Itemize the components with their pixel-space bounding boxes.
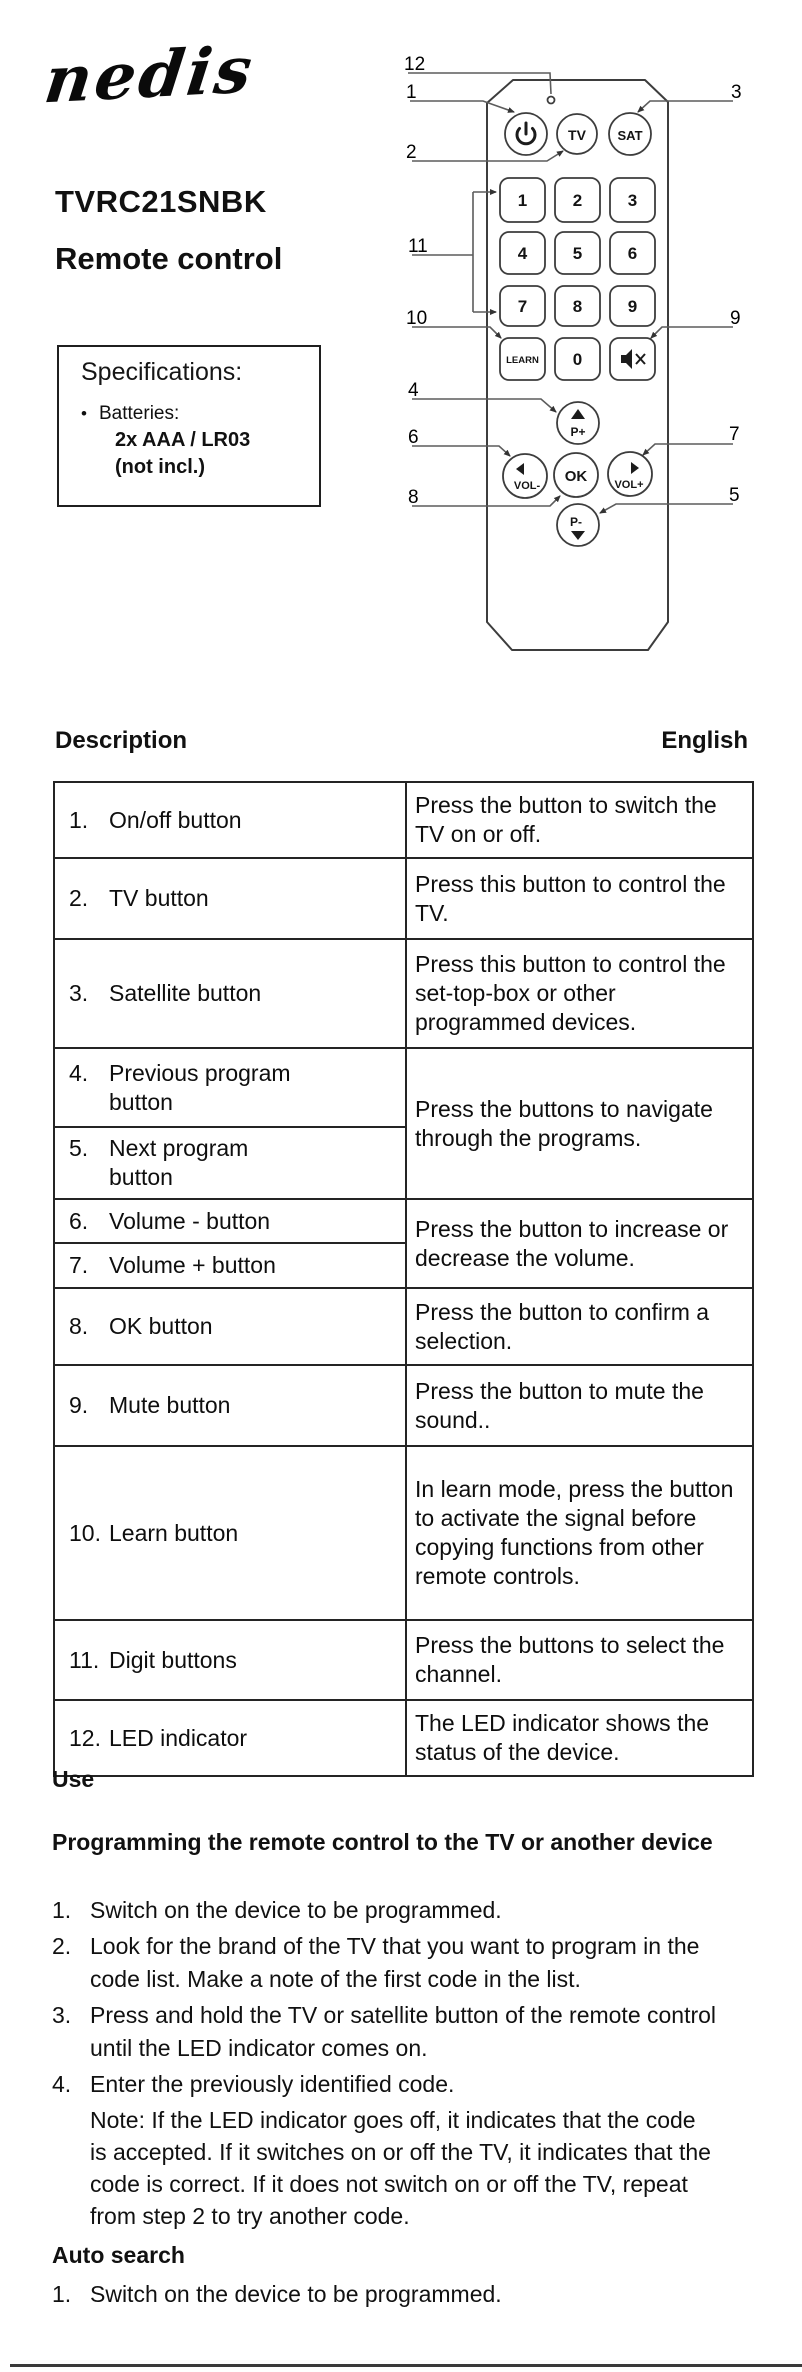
- svg-text:8: 8: [572, 297, 583, 316]
- step-text: Switch on the device to be programmed.: [90, 1897, 502, 1923]
- callout-10-label: 10: [406, 308, 428, 329]
- table-row: [54, 1199, 753, 1243]
- callout-9-line: [651, 327, 733, 338]
- svg-text:4: 4: [517, 244, 528, 263]
- table-row: [54, 1365, 753, 1446]
- tv-button: [557, 114, 597, 154]
- digit-button-3: [610, 178, 655, 222]
- svg-text:SAT: SAT: [617, 128, 643, 143]
- row-label: Previous program button: [109, 1059, 291, 1115]
- row-label: Volume + button: [109, 1252, 276, 1278]
- svg-text:7: 7: [517, 297, 528, 316]
- callout-7-line: [643, 444, 733, 455]
- table-row: [54, 1446, 753, 1620]
- specifications-title: Specifications:: [81, 358, 243, 386]
- digit-button-8: [555, 286, 600, 326]
- row-number: 10.: [69, 1519, 101, 1546]
- row-label: OK button: [109, 1313, 213, 1339]
- description-heading: Description: [55, 727, 188, 754]
- svg-text:6: 6: [627, 244, 638, 263]
- battery-label: Batteries:: [99, 403, 180, 424]
- row-number: 1.: [69, 806, 89, 833]
- programming-heading: Programming the remote control to the TV or another device: [52, 1829, 713, 1855]
- callout-8-label: 8: [408, 487, 419, 508]
- step-text: Press and hold the TV or satellite button of the remote control until the LED indicator comes on.: [90, 2002, 717, 2061]
- step-text: Enter the previously identified code.: [90, 2071, 455, 2097]
- step-number: 3.: [52, 2002, 72, 2028]
- prog-up-button: [557, 402, 599, 444]
- nedis-logo: nedis: [40, 32, 259, 119]
- callout-1-line: [410, 101, 514, 112]
- svg-text:VOL+: VOL+: [614, 479, 644, 491]
- list-item: [52, 1894, 752, 1927]
- svg-text:9: 9: [627, 297, 638, 316]
- digit-button-0: [555, 338, 600, 380]
- callout-12-line: [408, 73, 551, 94]
- callout-12-label: 12: [404, 54, 426, 75]
- svg-text:1: 1: [517, 191, 528, 210]
- digit-button-2: [555, 178, 600, 222]
- row-description: Press the button to increase or decrease the volume.: [415, 1215, 729, 1271]
- list-item: [52, 1999, 752, 2065]
- led-indicator: [548, 97, 555, 104]
- svg-text:P+: P+: [570, 425, 586, 439]
- step-number: 1.: [52, 1897, 72, 1923]
- step-number: 4.: [52, 2071, 72, 2097]
- list-item: [52, 1930, 752, 1996]
- row-label: TV button: [109, 885, 209, 911]
- row-number: 6.: [69, 1207, 89, 1234]
- ok-button: [554, 453, 598, 497]
- callout-3-label: 3: [731, 82, 742, 103]
- row-description: In learn mode, press the button to activate the signal before copying functions from other remote controls.: [415, 1476, 734, 1589]
- row-number: 12.: [69, 1724, 101, 1751]
- svg-text:3: 3: [627, 191, 638, 210]
- step-number: 1.: [52, 2281, 72, 2307]
- row-number: 4.: [69, 1059, 89, 1086]
- row-label: Satellite button: [109, 980, 262, 1006]
- step-note: Note: If the LED indicator goes off, it indicates that the code is accepted. If it switches on or off the TV, it indicates that the code is correct. If it does not switch on or off the TV, repeat from step 2 to try another code.: [90, 2107, 711, 2229]
- row-description: The LED indicator shows the status of the device.: [415, 1710, 710, 1765]
- row-label: Next program button: [109, 1135, 249, 1190]
- step-number: 2.: [52, 1933, 72, 1959]
- table-row: [54, 1700, 753, 1776]
- auto-search-heading: Auto search: [52, 2242, 185, 2268]
- row-number: 3.: [69, 980, 89, 1006]
- callout-11-label: 11: [408, 236, 428, 257]
- battery-note: (not incl.): [115, 456, 205, 478]
- vol-up-button: [608, 452, 652, 496]
- row-description: Press the button to confirm a selection.: [415, 1298, 710, 1354]
- row-number: 11.: [69, 1646, 100, 1673]
- svg-text:5: 5: [572, 244, 583, 263]
- callout-9-label: 9: [730, 308, 741, 329]
- digit-button-1: [500, 178, 545, 222]
- bullet-icon: •: [81, 404, 87, 423]
- table-row: [54, 782, 753, 858]
- callout-4-line: [412, 399, 556, 412]
- svg-text:OK: OK: [564, 468, 588, 485]
- svg-text:2: 2: [572, 191, 583, 210]
- callout-7-label: 7: [729, 424, 740, 445]
- row-label: Volume - button: [109, 1207, 271, 1234]
- page-footer-rule: [10, 2364, 802, 2367]
- callout-3-line: [638, 101, 733, 112]
- row-number: 8.: [69, 1313, 89, 1339]
- row-description: Press the button to switch the TV on or off.: [415, 792, 717, 847]
- use-heading: Use: [52, 1766, 95, 1792]
- digit-button-5: [555, 232, 600, 274]
- row-description: Press this button to control the set-top-box or other programmed devices.: [415, 951, 726, 1035]
- digit-button-6: [610, 232, 655, 274]
- step-text: Look for the brand of the TV that you want to program in the code list. Make a note of the first code in the list.: [90, 1933, 700, 1992]
- row-label: Mute button: [109, 1392, 231, 1418]
- callout-6-line: [412, 446, 510, 456]
- specifications-box: [57, 345, 321, 507]
- callout-5-label: 5: [729, 485, 740, 506]
- step-text: Switch on the device to be programmed.: [90, 2281, 502, 2307]
- callout-4-label: 4: [408, 380, 419, 401]
- svg-text:TV: TV: [568, 127, 586, 143]
- row-number: 9.: [69, 1392, 89, 1418]
- table-row: [54, 1048, 753, 1127]
- auto-search-steps: [52, 2278, 752, 2314]
- vol-down-button: [503, 454, 547, 498]
- svg-text:0: 0: [572, 350, 583, 369]
- language-label: English: [661, 727, 748, 754]
- row-description: Press this button to control the TV.: [415, 870, 726, 926]
- list-item: [52, 2068, 752, 2101]
- row-description: Press the buttons to navigate through the programs.: [415, 1095, 713, 1151]
- callout-6-label: 6: [408, 427, 419, 448]
- table-row: [54, 939, 753, 1048]
- row-description: Press the button to mute the sound..: [415, 1377, 704, 1433]
- digit-button-7: [500, 286, 545, 326]
- row-label: Digit buttons: [109, 1646, 237, 1673]
- mute-button: [610, 338, 655, 380]
- model-number: TVRC21SNBK: [55, 184, 267, 219]
- power-button: [505, 113, 547, 155]
- programming-steps: [52, 1894, 752, 2232]
- svg-text:VOL-: VOL-: [513, 480, 541, 492]
- row-number: 2.: [69, 885, 89, 911]
- table-row: [54, 1620, 753, 1700]
- row-label: LED indicator: [109, 1724, 248, 1751]
- digit-button-4: [500, 232, 545, 274]
- battery-value: 2x AAA / LR03: [115, 429, 251, 451]
- description-table: [53, 781, 754, 1777]
- table-row: [54, 1288, 753, 1365]
- battery-spec: [81, 403, 179, 425]
- table-row: [54, 858, 753, 939]
- sat-button: [609, 113, 651, 155]
- row-number: 7.: [69, 1252, 89, 1278]
- prog-down-button: [557, 504, 599, 546]
- row-label: On/off button: [109, 806, 242, 833]
- callout-1-label: 1: [406, 82, 417, 103]
- callout-5-line: [600, 504, 733, 513]
- svg-text:P-: P-: [570, 515, 582, 529]
- svg-text:LEARN: LEARN: [506, 355, 539, 366]
- list-item: [52, 2278, 752, 2311]
- digit-button-9: [610, 286, 655, 326]
- learn-button: [500, 338, 545, 380]
- product-name: Remote control: [55, 241, 283, 276]
- callout-2-label: 2: [406, 142, 417, 163]
- row-description: Press the buttons to select the channel.: [415, 1632, 725, 1687]
- row-number: 5.: [69, 1135, 89, 1161]
- remote-diagram: [380, 30, 802, 670]
- row-label: Learn button: [109, 1519, 239, 1546]
